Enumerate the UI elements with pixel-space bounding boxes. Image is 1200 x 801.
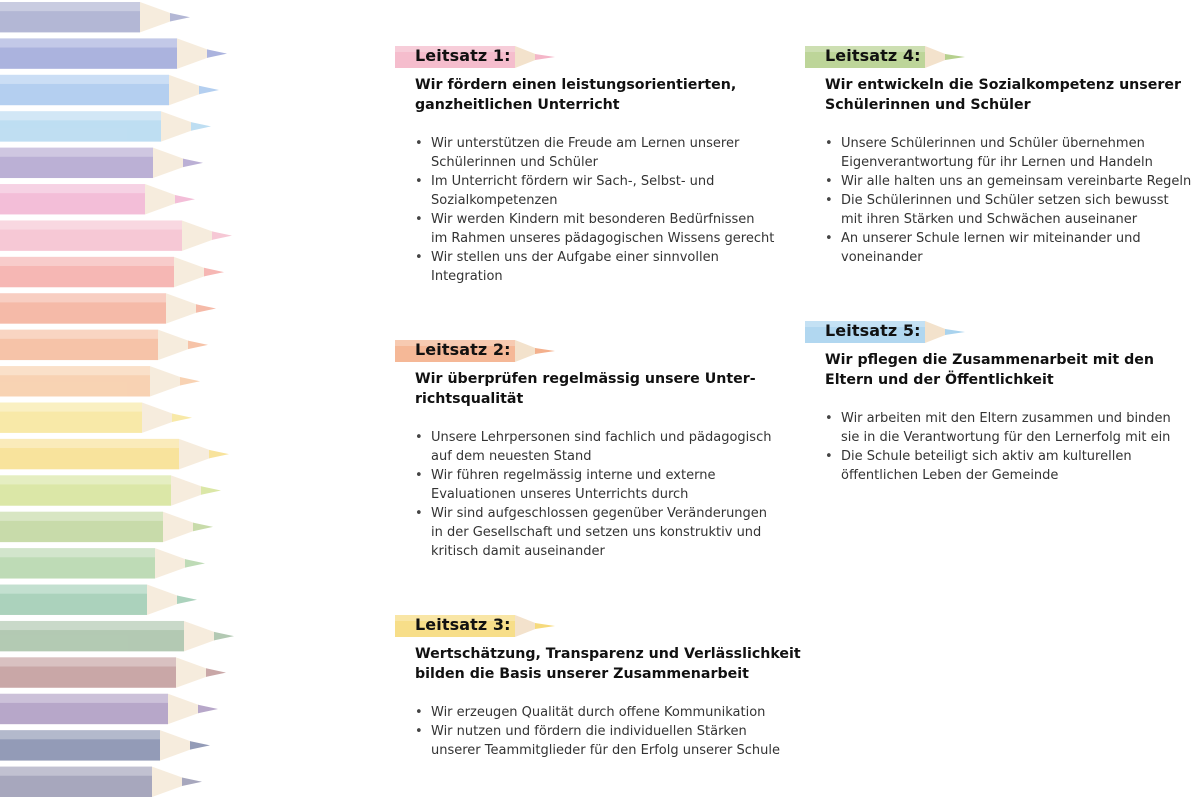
heading-line: ganzheitlichen Unterricht bbox=[415, 97, 620, 113]
heading-line: Wertschätzung, Transparenz und Verlässlichkeit bbox=[415, 646, 801, 662]
list-item-line: • Unsere Schülerinnen und Schüler übernehmen bbox=[841, 136, 1145, 151]
list-item bbox=[825, 409, 1190, 447]
leitsatz-title: Leitsatz 4: bbox=[825, 46, 921, 65]
list-item-line: in der Gesellschaft und setzen uns konstruktiv und bbox=[431, 525, 762, 540]
pencil-icon bbox=[0, 75, 219, 105]
list-item-line: • Die Schülerinnen und Schüler setzen sich bewusst bbox=[841, 193, 1169, 208]
pencil-icon bbox=[0, 2, 190, 32]
pencil-icon bbox=[0, 220, 232, 250]
leitsatz-label bbox=[805, 44, 967, 70]
heading-line: bilden die Basis unserer Zusammenarbeit bbox=[415, 666, 749, 682]
pencil-icon bbox=[0, 621, 234, 651]
list-item bbox=[415, 466, 780, 504]
leitsatz-label bbox=[395, 613, 557, 639]
pencil-icon bbox=[0, 730, 210, 760]
heading-line: Schülerinnen und Schüler bbox=[825, 97, 1031, 113]
leitsatz-heading bbox=[825, 75, 1190, 115]
leitsatz-5-section bbox=[805, 319, 1190, 485]
list-item-line: Sozialkompetenzen bbox=[431, 193, 558, 208]
list-item-line: • Wir arbeiten mit den Eltern zusammen und binden bbox=[841, 411, 1171, 426]
pencil-icon bbox=[0, 293, 216, 323]
bullet-list bbox=[415, 703, 780, 760]
leitsatz-label bbox=[395, 338, 557, 364]
list-item-line: Integration bbox=[431, 269, 503, 284]
leitsatz-heading bbox=[415, 75, 780, 115]
list-item-line: mit ihren Stärken und Schwächen auseinaner bbox=[841, 212, 1138, 227]
leitsatz-title: Leitsatz 2: bbox=[415, 340, 511, 359]
leitsatz-title: Leitsatz 1: bbox=[415, 46, 511, 65]
pencil-icon bbox=[0, 585, 197, 615]
leitsatz-3-section bbox=[395, 613, 801, 760]
pencil-icon bbox=[0, 548, 205, 578]
pencil-icon bbox=[0, 657, 226, 687]
pencil-icon bbox=[0, 38, 227, 68]
list-item bbox=[415, 504, 780, 561]
pencil-icon bbox=[0, 439, 229, 469]
list-item-line: unserer Teammitglieder für den Erfolg unserer Schule bbox=[431, 743, 780, 758]
list-item-line: im Rahmen unseres pädagogischen Wissens gerecht bbox=[431, 231, 775, 246]
heading-line: Wir überprüfen regelmässig unsere Unter- bbox=[415, 371, 756, 387]
leitsatz-heading bbox=[825, 350, 1190, 390]
leitsatz-4-section bbox=[805, 44, 1190, 267]
list-item-line: • Wir unterstützen die Freude am Lernen unserer bbox=[431, 136, 740, 151]
list-item-line: sie in die Verantwortung für den Lernerfolg mit ein bbox=[841, 430, 1171, 445]
list-item-line: auf dem neuesten Stand bbox=[431, 449, 592, 464]
list-item bbox=[415, 134, 780, 172]
list-item bbox=[825, 191, 1190, 229]
pencil-icon bbox=[0, 403, 192, 433]
leitsatz-heading bbox=[415, 369, 780, 409]
leitsatz-title: Leitsatz 5: bbox=[825, 321, 921, 340]
list-item-line: • An unserer Schule lernen wir miteinander und bbox=[841, 231, 1141, 246]
pencil-icon bbox=[0, 184, 195, 214]
list-item bbox=[415, 210, 780, 248]
list-item-line: voneinander bbox=[841, 250, 923, 265]
list-item-line: • Wir erzeugen Qualität durch offene Kommunikation bbox=[431, 705, 766, 720]
list-item-line: öffentlichen Leben der Gemeinde bbox=[841, 468, 1059, 483]
list-item bbox=[825, 229, 1190, 267]
leitsatz-title: Leitsatz 3: bbox=[415, 615, 511, 634]
list-item bbox=[415, 428, 780, 466]
leitsatz-1-section bbox=[395, 44, 780, 286]
list-item bbox=[825, 134, 1190, 172]
list-item-line: Evaluationen unseres Unterrichts durch bbox=[431, 487, 689, 502]
pencil-icon bbox=[0, 366, 200, 396]
list-item bbox=[415, 703, 780, 722]
pencil-icon bbox=[0, 111, 211, 141]
leitsatz-heading bbox=[415, 644, 801, 684]
heading-line: Wir entwickeln die Sozialkompetenz unserer bbox=[825, 77, 1181, 93]
bullet-list bbox=[825, 134, 1190, 267]
list-item bbox=[415, 172, 780, 210]
heading-line: Wir fördern einen leistungsorientierten, bbox=[415, 77, 737, 93]
list-item bbox=[415, 248, 780, 286]
pencil-icon bbox=[0, 330, 208, 360]
pencil-icon bbox=[0, 694, 218, 724]
pencil-icon bbox=[0, 512, 213, 542]
bullet-list bbox=[415, 134, 780, 286]
list-item-line: Schülerinnen und Schüler bbox=[431, 155, 598, 170]
list-item-line: • Wir werden Kindern mit besonderen Bedürfnissen bbox=[431, 212, 755, 227]
pencil-decoration bbox=[0, 0, 240, 801]
list-item-line: • Die Schule beteiligt sich aktiv am kulturellen bbox=[841, 449, 1132, 464]
list-item-line: • Wir stellen uns der Aufgabe einer sinnvollen bbox=[431, 250, 719, 265]
colored-pencils-image bbox=[0, 0, 240, 801]
list-item-line: • Wir führen regelmässig interne und externe bbox=[431, 468, 716, 483]
list-item bbox=[415, 722, 780, 760]
leitsatz-label bbox=[805, 319, 967, 345]
pencil-icon bbox=[0, 257, 224, 287]
pencil-icon bbox=[0, 767, 202, 797]
list-item-line: • Im Unterricht fördern wir Sach-, Selbst- und bbox=[431, 174, 715, 189]
heading-line: richtsqualität bbox=[415, 391, 524, 407]
heading-line: Wir pflegen die Zusammenarbeit mit den bbox=[825, 352, 1155, 368]
list-item-line: Eigenverantwortung für ihr Lernen und Handeln bbox=[841, 155, 1153, 170]
list-item bbox=[825, 172, 1190, 191]
bullet-list bbox=[415, 428, 780, 561]
leitsatz-label bbox=[395, 44, 557, 70]
list-item-line: kritisch damit auseinander bbox=[431, 544, 605, 559]
pencil-icon bbox=[0, 148, 203, 178]
list-item-line: • Wir sind aufgeschlossen gegenüber Veränderungen bbox=[431, 506, 768, 521]
list-item-line: • Wir alle halten uns an gemeinsam vereinbarte Regeln bbox=[841, 174, 1192, 189]
heading-line: Eltern und der Öffentlichkeit bbox=[825, 372, 1054, 388]
list-item-line: • Unsere Lehrpersonen sind fachlich und pädagogisch bbox=[431, 430, 772, 445]
pencil-icon bbox=[0, 475, 221, 505]
bullet-list bbox=[825, 409, 1190, 485]
list-item bbox=[825, 447, 1190, 485]
list-item-line: • Wir nutzen und fördern die individuellen Stärken bbox=[431, 724, 747, 739]
leitsatz-2-section bbox=[395, 338, 780, 561]
